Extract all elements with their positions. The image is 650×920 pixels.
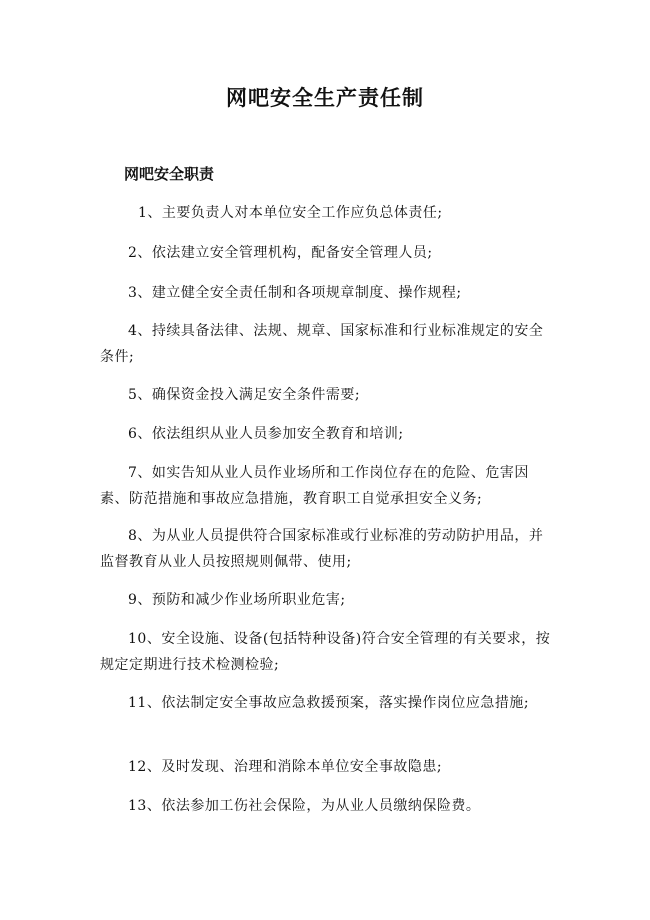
list-item: 13、依法参加工伤社会保险，为从业人员缴纳保险费。 [128, 798, 481, 814]
list-item: 2、依法建立安全管理机构，配备安全管理人员; [128, 245, 433, 261]
list-item: 1、主要负责人对本单位安全工作应负总体责任; [138, 205, 443, 221]
list-item: 7、如实告知从业人员作业场所和工作岗位存在的危险、危害因素、防范措施和事故应急措施，教育职工自觉承担安全义务; [100, 465, 529, 507]
section-heading: 网吧安全职责 [124, 165, 215, 183]
list-item: 4、持续具备法律、法规、规章、国家标准和行业标准规定的安全条件; [100, 323, 544, 365]
document-title: 网吧安全生产责任制 [226, 86, 424, 110]
list-item: 11、依法制定安全事故应急救援预案，落实操作岗位应急措施; [128, 695, 530, 711]
list-item: 8、为从业人员提供符合国家标准或行业标准的劳动防护用品，并监督教育从业人员按照规则佩带、使用; [100, 528, 544, 570]
list-item: 9、预防和减少作业场所职业危害; [128, 592, 346, 608]
list-item: 12、及时发现、治理和消除本单位安全事故隐患; [128, 759, 443, 775]
list-item: 10、安全设施、设备(包括特种设备)符合安全管理的有关要求，按规定定期进行技术检测检验; [100, 631, 551, 673]
list-item: 6、依法组织从业人员参加安全教育和培训; [128, 426, 404, 442]
list-item: 3、建立健全安全责任制和各项规章制度、操作规程; [128, 285, 462, 301]
list-item: 5、确保资金投入满足安全条件需要; [128, 387, 361, 403]
